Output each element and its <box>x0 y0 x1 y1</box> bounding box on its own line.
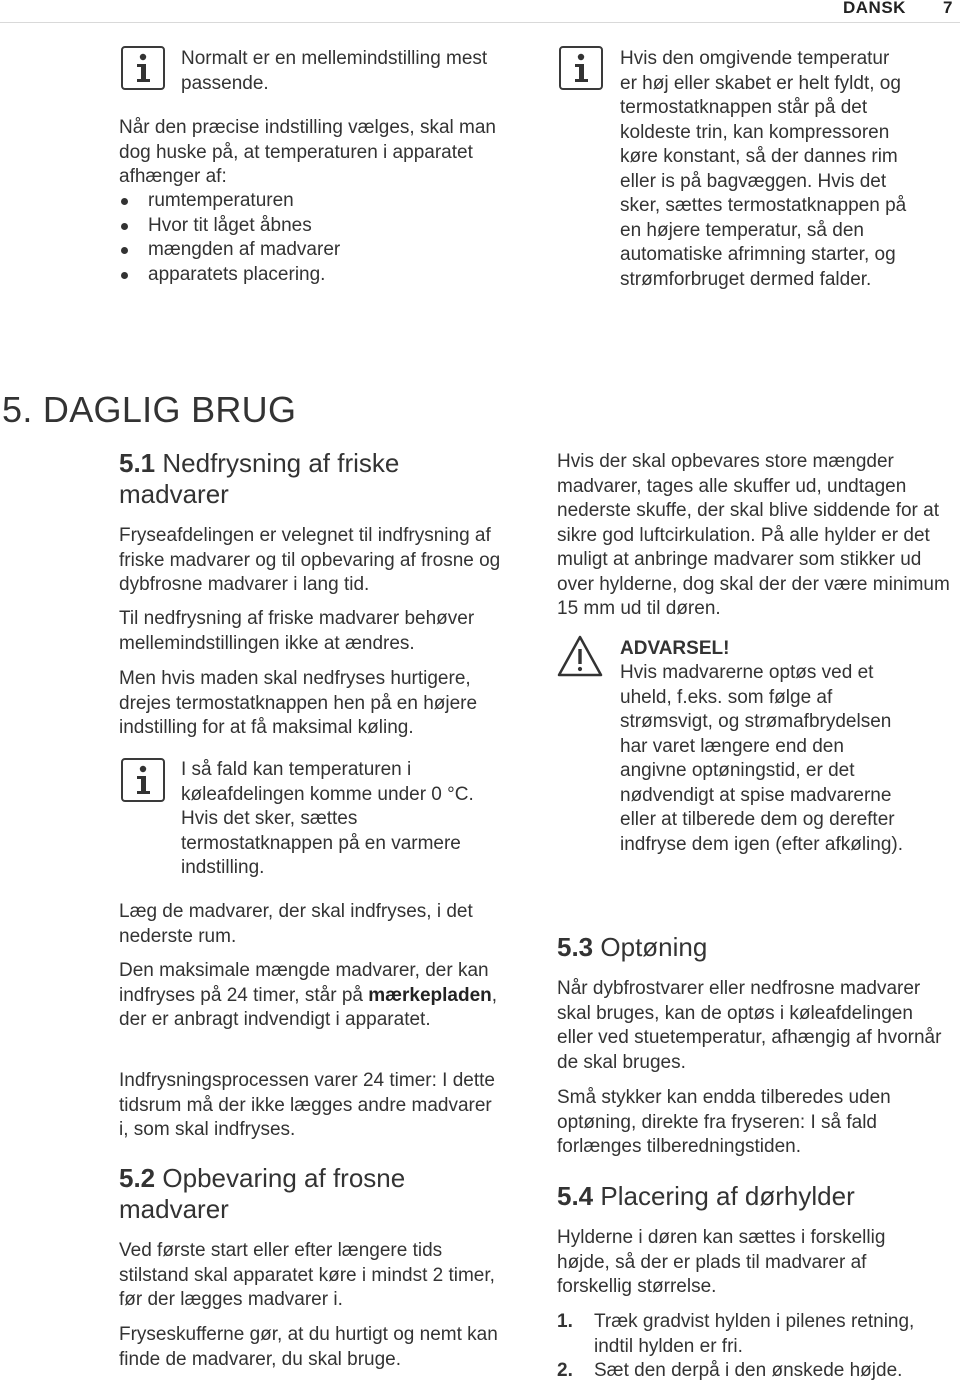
header-rule <box>0 22 960 23</box>
list-item: Hvor tit låget åbnes <box>119 214 499 239</box>
paragraph-part: Den maksimale mængde madvarer, der kan indfryses på 24 timer, står på <box>119 960 489 1006</box>
step-text: Sæt den derpå i den ønskede højde. <box>594 1360 903 1381</box>
info-note-compressor: Hvis den omgivende temperatur er høj eller skabet er helt fyldt, og termostatknappen står på det koldeste trin, kan kompressoren køre konstant, så der dannes rim eller is på bagvæggen. Hvis det sker, sættes termostatknappen på en højere temperatur, så den automatiske afrimning starter, og strømforbruget dermed falder. <box>620 48 907 290</box>
subsection-title-5-3 <box>557 932 937 963</box>
warning-text: Hvis madvarerne optøs ved et uheld, f.eks. som følge af strømsvigt, og strømafbrydelsen har varet længere end den angivne optøningstid, er det nødvendigt at spise madvarerne eller at tilberede dem og derefter indfryse dem igen (efter afkøling). <box>620 662 904 855</box>
paragraph-part: , der er anbragt indvendigt i apparatet. <box>119 984 498 1030</box>
paragraph: Fryseskufferne gør, at du hurtigt og nemt kan finde de madvarer, du skal bruge. <box>119 1324 498 1370</box>
subsection-number: 5.3 <box>557 932 594 962</box>
step-text: Træk gradvist hylden i pilenes retning, indtil hylden er fri. <box>594 1311 915 1357</box>
info-icon <box>121 46 165 90</box>
info-note-middle-setting: Normalt er en mellemindstilling mest passende. <box>181 48 488 94</box>
info-note-temperature: I så fald kan temperaturen i køleafdelingen komme under 0 °C. Hvis det sker, sættes termostatknappen på en varmere indstilling. <box>181 759 474 878</box>
subsection-title-5-1 <box>119 448 499 510</box>
paragraph: Til nedfrysning af friske madvarer behøver mellemindstillingen ikke at ændres. <box>119 608 475 654</box>
warning-title: ADVARSEL! <box>620 638 730 659</box>
paragraph: Hylderne i døren kan sættes i forskellig højde, så der er plads til madvarer af forskellig størrelse. <box>557 1227 886 1297</box>
paragraph: Når dybfrostvarer eller nedfrosne madvarer skal bruges, kan de optøs i køleafdelingen eller ved stuetemperatur, afhængig af hvornår de skal bruges. <box>557 978 942 1073</box>
subsection-number: 5.4 <box>557 1181 594 1211</box>
intro-paragraph: Når den præcise indstilling vælges, skal man dog huske på, at temperaturen i apparatet afhænger af: <box>119 117 496 187</box>
paragraph: Ved første start eller efter længere tids stilstand skal apparatet køre i mindst 2 timer, før der lægges madvarer i. <box>119 1240 495 1310</box>
subsection-title-5-4 <box>557 1181 947 1212</box>
step-number: 1. <box>557 1311 573 1332</box>
subsection-title-5-2 <box>119 1163 499 1225</box>
paragraph: Små stykker kan endda tilberedes uden optøning, direkte fra fryseren: I så fald forlænges tilberedningstiden. <box>557 1087 891 1157</box>
subsection-heading: Placering af dørhylder <box>600 1181 855 1211</box>
paragraph: Indfrysningsprocessen varer 24 timer: I dette tidsrum må der ikke lægges andre madvarer i, som skal indfryses. <box>119 1070 495 1140</box>
subsection-heading: Nedfrysning af friske madvarer <box>119 448 400 509</box>
paragraph: Men hvis maden skal nedfryses hurtigere, drejes termostatknappen hen på en højere indstilling for at få maksimal køling. <box>119 668 478 738</box>
steps-list <box>557 1310 952 1384</box>
list-item: apparatets placering. <box>119 263 499 288</box>
header-page-number: 7 <box>943 0 953 17</box>
subsection-number: 5.2 <box>119 1163 156 1193</box>
paragraph: Læg de madvarer, der skal indfryses, i det nederste rum. <box>119 901 473 947</box>
paragraph: Hvis der skal opbevares store mængder madvarer, tages alle skuffer ud, undtagen nederste skuffe, der skal blive siddende for at sikre god luftcirkulation. På alle hylder er det muligt at anbringe madvarer som stikker ud over hylderne, dog skal der der være minimum 15 mm ud til døren. <box>557 451 950 619</box>
info-icon <box>121 758 165 802</box>
factor-list <box>119 189 499 287</box>
list-item: rumtemperaturen <box>119 189 499 214</box>
subsection-heading: Opbevaring af frosne madvarer <box>119 1163 406 1224</box>
rating-plate-term: mærkepladen <box>368 984 492 1006</box>
list-item <box>557 1310 952 1359</box>
info-icon <box>559 46 603 90</box>
list-item: mængden af madvarer <box>119 238 499 263</box>
subsection-heading: Optøning <box>600 932 708 962</box>
header-language: DANSK <box>843 0 906 17</box>
paragraph-rating-plate <box>119 959 519 1033</box>
warning-icon <box>556 634 604 683</box>
paragraph: Fryseafdelingen er velegnet til indfrysning af friske madvarer og til opbevaring af frosne og dybfrosne madvarer i lang tid. <box>119 525 501 595</box>
list-item <box>557 1359 952 1384</box>
step-number: 2. <box>557 1360 573 1381</box>
subsection-number: 5.1 <box>119 448 156 478</box>
section-title: 5. DAGLIG BRUG <box>2 389 297 430</box>
